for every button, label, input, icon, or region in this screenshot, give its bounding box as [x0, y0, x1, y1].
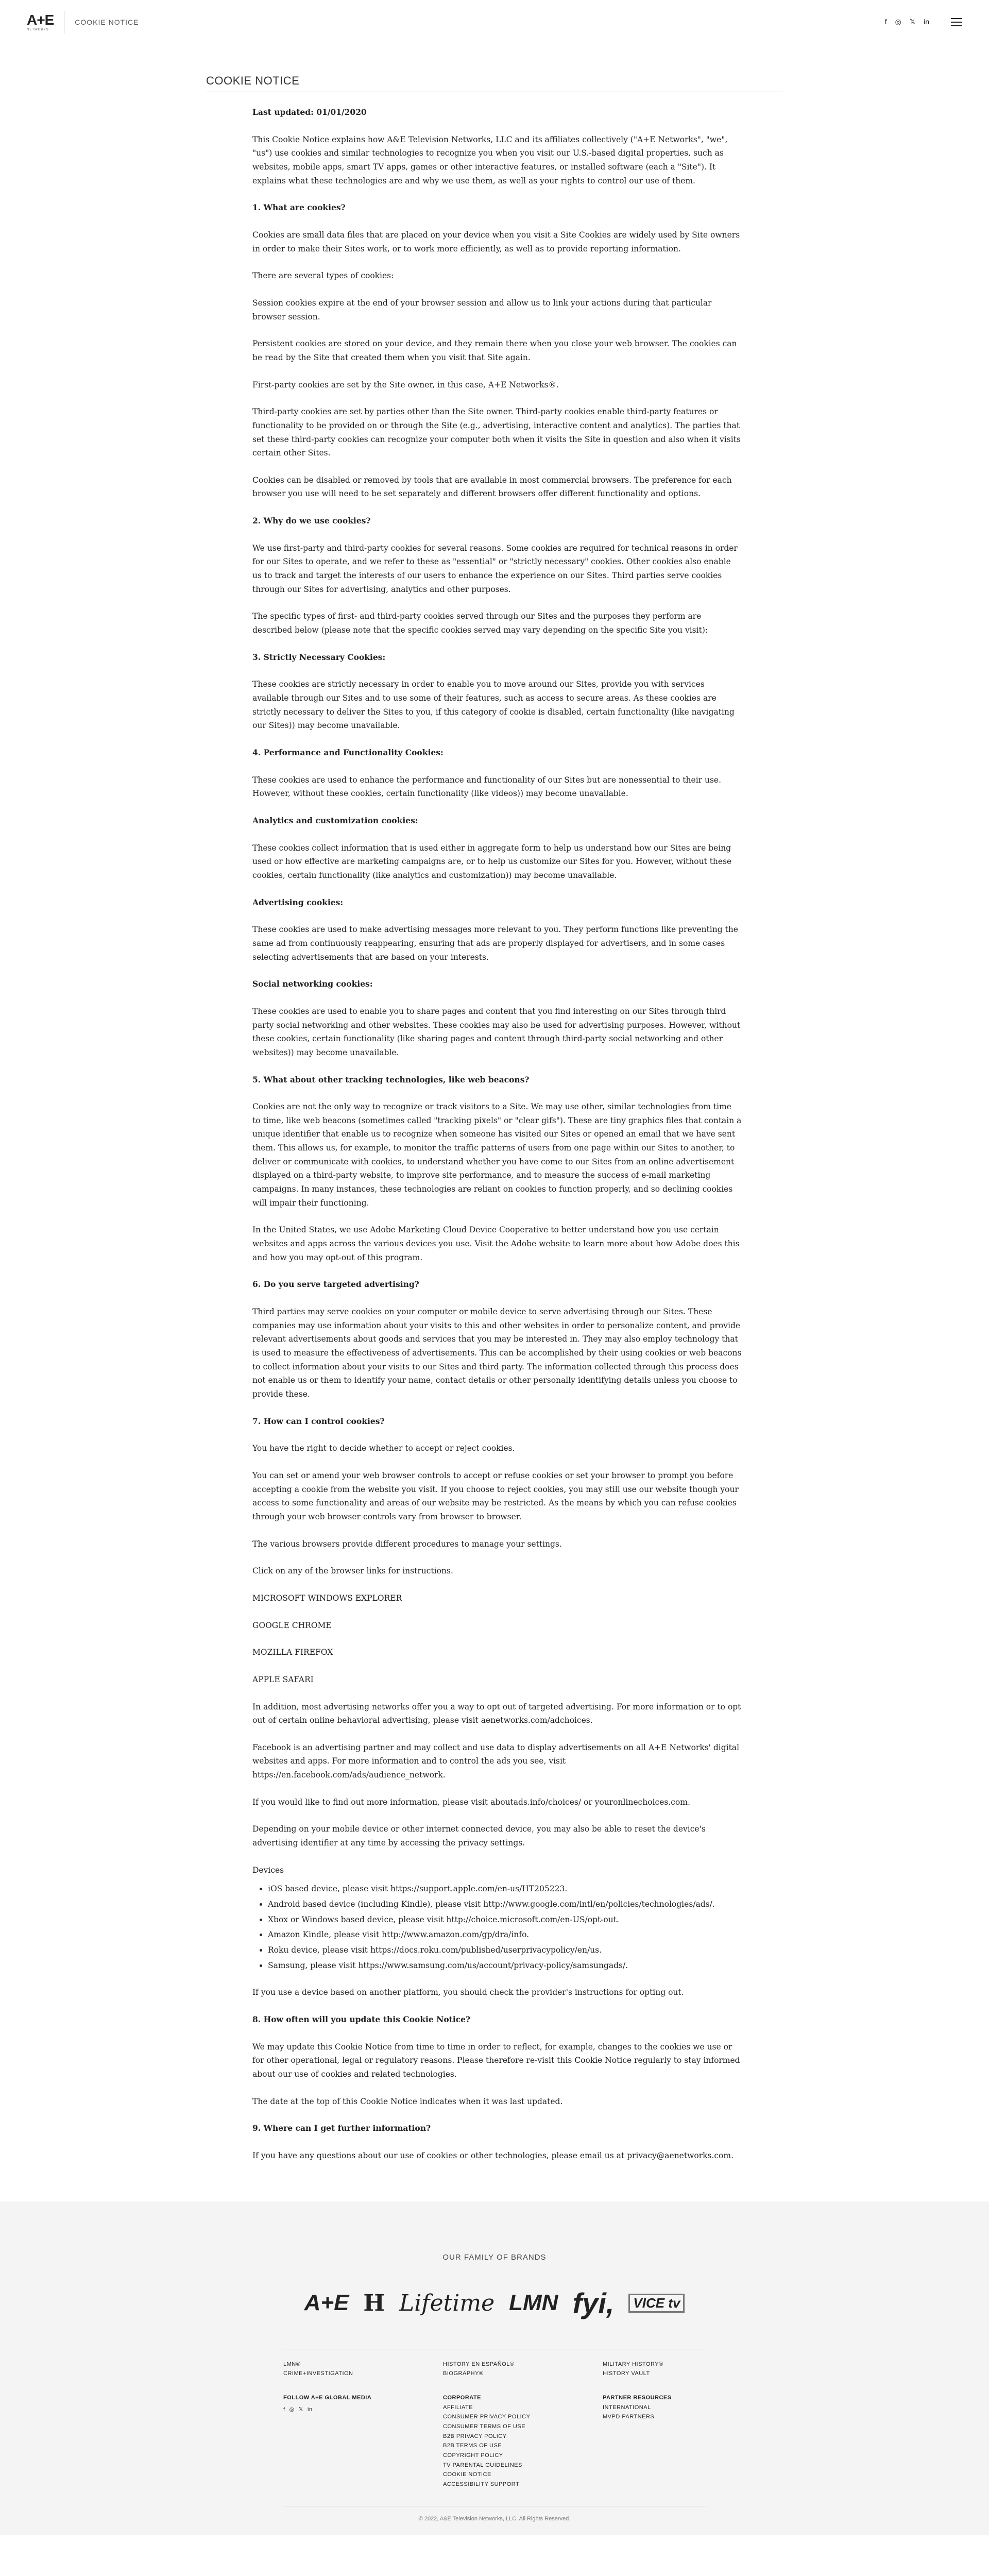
paragraph: These cookies are used to enable you to share pages and content that you find interesting on our Sites through third party social networking and other websites. These cookies may also be used for advertising purposes. However, without these cookies, certain functionality (like sharing pages and content through third-party social networking and other websites)) may become unavailable.	[252, 1006, 741, 1057]
brand-logo-vice[interactable]: VICE tv	[628, 2294, 685, 2313]
list-item: • iOS based device, please visit https://support.apple.com/en-us/HT205223.	[268, 1882, 742, 1896]
list-item: • Android based device (including Kindle), please visit http://www.google.com/intl/en/policies/technologies/ads/.	[268, 1897, 742, 1911]
footer-link[interactable]: B2B TERMS OF USE	[443, 2443, 502, 2449]
browser-link-safari[interactable]: APPLE SAFARI	[252, 1674, 314, 1684]
paragraph: Click on any of the browser links for instructions.	[252, 1566, 453, 1576]
device-link[interactable]: http://www.amazon.com/gp/dra/info	[382, 1930, 527, 1940]
section-heading: 1. What are cookies?	[252, 202, 346, 213]
list-item: • Samsung, please visit https://www.samsung.com/us/account/privacy-policy/samsungads/.	[268, 1959, 742, 1973]
brand-logos	[0, 2286, 989, 2320]
section-heading: 4. Performance and Functionality Cookies:	[252, 748, 444, 757]
privacy-email-link[interactable]: privacy@aenetworks.com	[627, 2150, 731, 2160]
facebook-icon[interactable]: f	[884, 18, 887, 26]
footer-link[interactable]: HISTORY EN ESPAÑOL®	[443, 2361, 515, 2367]
paragraph: These cookies are used to enhance the performance and functionality of our Sites but are nonessential to their use. However, without these cookies, certain functionality (like videos)) may become unavailable.	[252, 775, 722, 799]
logo-subtext: NETWORKS	[27, 28, 49, 31]
footer-link[interactable]: INTERNATIONAL	[603, 2404, 651, 2411]
page-title: COOKIE NOTICE	[206, 74, 783, 92]
x-icon[interactable]: 𝕏	[909, 18, 916, 26]
paragraph: If you would like to find out more information, please visit aboutads.info/choices/ or youronlinechoices.com.	[252, 1797, 690, 1807]
section-heading: Analytics and customization cookies:	[252, 815, 418, 825]
paragraph: These cookies collect information that is used either in aggregate form to help us understand how our Sites are being used or how effective are marketing campaigns are, or to help us customize our Sites for you. However, without these cookies, certain functionality (like analytics and customization)) may become unavailable.	[252, 843, 732, 880]
paragraph: In addition, most advertising networks offer you a way to opt out of targeted advertising. For more information or to opt out of certain online behavioral advertising, please visit aenetworks.com/adchoices.	[252, 1702, 741, 1725]
paragraph: Cookies are small data files that are placed on your device when you visit a Site Cookies are widely used by Site owners in order to make their Sites work, or to work more efficiently, as well as to provide reporting information.	[252, 230, 740, 253]
paragraph: These cookies are strictly necessary in order to enable you to move around our Sites, provide you with services available through our Sites and to use some of their features, such as access to secure areas. As these cookies are strictly necessary to deliver the Sites to you, if this category of cookie is disabled, certain functionality (like navigating our Sites)) may become unavailable.	[252, 680, 735, 731]
linkedin-icon[interactable]: in	[308, 2406, 313, 2413]
header-right	[885, 18, 962, 26]
site-header	[0, 0, 989, 44]
paragraph: The specific types of first- and third-party cookies served through our Sites and the purposes they perform are described below (please note that the specific cookies served may vary depending on the specific Site you visit):	[252, 612, 708, 635]
list-item: • Roku device, please visit https://docs.roku.com/published/userprivacypolicy/en/us.	[268, 1943, 742, 1957]
footer-link[interactable]: TV PARENTAL GUIDELINES	[443, 2462, 522, 2468]
section-heading: 7. How can I control cookies?	[252, 1416, 385, 1426]
instagram-icon[interactable]: ◎	[289, 2406, 295, 2413]
paragraph: If you use a device based on another platform, you should check the provider's instructions for opting out.	[252, 1988, 684, 1997]
device-link[interactable]: http://choice.microsoft.com/en-US/opt-out	[446, 1914, 617, 1924]
footer-links	[283, 2360, 706, 2489]
main-content	[206, 44, 783, 2163]
footer-link[interactable]: COPYRIGHT POLICY	[443, 2452, 503, 2459]
footer-link[interactable]: ACCESSIBILITY SUPPORT	[443, 2481, 520, 2488]
site-footer	[0, 2201, 989, 2535]
section-heading: 2. Why do we use cookies?	[252, 516, 371, 526]
x-icon[interactable]: 𝕏	[298, 2406, 304, 2413]
browser-link-chrome[interactable]: GOOGLE CHROME	[252, 1620, 332, 1630]
paragraph: The various browsers provide different procedures to manage your settings.	[252, 1539, 562, 1549]
paragraph: We use first-party and third-party cookies for several reasons. Some cookies are required for technical reasons in order for our Sites to operate, and we refer to these as "essential" or "strictly necessary" cookies. Other cookies also enable us to track and target the interests of our users to enhance the experience on our Sites. Third parties serve cookies through our Sites for advertising, analytics and other purposes.	[252, 543, 738, 594]
paragraph: Cookies can be disabled or removed by tools that are available in most commercial browsers. The preference for each browser you use will need to be set separately and different browsers offer different functionality and options.	[252, 475, 732, 499]
footer-link[interactable]: AFFILIATE	[443, 2404, 473, 2411]
footer-link[interactable]: CONSUMER TERMS OF USE	[443, 2424, 526, 2430]
site-logo[interactable]	[27, 13, 54, 31]
paragraph: These cookies are used to make advertising messages more relevant to you. They perform functions like preventing the same ad from continuously reappearing, ensuring that ads are properly displayed for advertisers, and in some cases selecting advertisements that are based on your interests.	[252, 925, 738, 962]
paragraph: Facebook is an advertising partner and may collect and use data to display advertisements on all A+E Networks' digital websites and apps. For more information and to control the ads you see, visit https://en.facebook.com/ads/audience_network.	[252, 1742, 740, 1780]
footer-link[interactable]: CRIME+INVESTIGATION	[283, 2370, 353, 2377]
brand-logo-ae[interactable]: A+E	[304, 2290, 349, 2316]
affiliates-link[interactable]: A&E Television Networks, LLC and its affiliates	[387, 134, 580, 144]
section-heading: 5. What about other tracking technologies, like web beacons?	[252, 1074, 530, 1084]
paragraph: In the United States, we use Adobe Marketing Cloud Device Cooperative to better understand how you use certain websites and apps across the various devices you use. Visit the Adobe website to learn more about how Adobe does this and how you may opt-out of this program.	[252, 1225, 740, 1262]
youronlinechoices-link[interactable]: youronlinechoices.com	[594, 1797, 688, 1807]
paragraph: First-party cookies are set by the Site owner, in this case, A+E Networks®.	[252, 380, 559, 389]
paragraph: The date at the top of this Cookie Notice indicates when it was last updated.	[252, 2096, 563, 2106]
instagram-icon[interactable]: ◎	[895, 18, 901, 26]
section-heading: 9. Where can I get further information?	[252, 2123, 431, 2133]
paragraph: Session cookies expire at the end of your browser session and allow us to link your actions during that particular browser session.	[252, 298, 712, 321]
facebook-ads-link[interactable]: https://en.facebook.com/ads/audience_network	[252, 1770, 443, 1780]
linkedin-icon[interactable]: in	[924, 18, 929, 26]
last-updated: Last updated: 01/01/2020	[252, 107, 367, 117]
paragraph: Cookies are not the only way to recognize or track visitors to a Site. We may use other, similar technologies from time to time, like web beacons (sometimes called "tracking pixels" or "clear gifs"). These are tiny graphics files that contain a unique identifier that enable us to recognize when someone has visited our Sites or opened an email that we have sent them. This allows us, for example, to monitor the traffic patterns of users from one page within our Sites to another, to deliver or communicate with cookies, to understand whether you have come to our Sites from an online advertisement displayed on a third-party website, to improve site performance, and to measure the success of e-mail marketing campaigns. In many instances, these technologies are reliant on cookies to function properly, and so declining cookies will impair their functioning.	[252, 1102, 742, 1208]
section-name: COOKIE NOTICE	[75, 18, 139, 26]
paragraph: Persistent cookies are stored on your device, and they remain there when you close your web browser. The cookies can be read by the Site that created them when you visit that Site again.	[252, 339, 737, 362]
paragraph: We may update this Cookie Notice from time to time in order to reflect, for example, changes to the cookies we use or for other operational, legal or regulatory reasons. Please therefore re-visit this Cookie Notice regularly to stay informed about our use of cookies and related technologies.	[252, 2042, 740, 2079]
paragraph: Third parties may serve cookies on your computer or mobile device to serve advertising through our Sites. These companies may use information about your visits to this and other websites in order to personalize content, and provide relevant advertisements about goods and services that you may be interested in. They may also employ technology that is used to measure the effectiveness of advertisements. This can be accomplished by their using cookies or web beacons to collect information about your visits to our Sites and third party. The information collected through this process does not enable us or them to identify your name, contact details or other personally identifying details unless you choose to provide these.	[252, 1307, 742, 1399]
browser-link-firefox[interactable]: MOZILLA FIREFOX	[252, 1648, 333, 1657]
intro-paragraph: This Cookie Notice explains how A&E Television Networks, LLC and its affiliates collectively ("A+E Networks", "we", "us") use cookies and similar technologies to recognize you when you visit our U.S.-based digital properties, such as websites, mobile apps, smart TV apps, games or other interactive features, or installed software (each a "Site"). It explains what these technologies are and why we use them, as well as your rights to control our use of them.	[252, 134, 728, 185]
device-link[interactable]: https://support.apple.com/en-us/HT205223	[390, 1884, 565, 1894]
corporate-title: CORPORATE	[443, 2394, 481, 2401]
footer-link[interactable]: CONSUMER PRIVACY POLICY	[443, 2414, 531, 2420]
header-social	[885, 18, 929, 26]
section-heading: 6. Do you serve targeted advertising?	[252, 1279, 419, 1290]
copyright: © 2022, A&E Television Networks, LLC. All Rights Reserved.	[283, 2506, 706, 2522]
section-heading: 8. How often will you update this Cookie Notice?	[252, 2014, 471, 2024]
family-title: OUR FAMILY OF BRANDS	[442, 2252, 547, 2262]
footer-link[interactable]: LMN®	[283, 2361, 301, 2367]
brand-logo-lifetime[interactable]: Lifetime	[399, 2290, 495, 2316]
device-link[interactable]: http://www.google.com/intl/en/policies/technologies/ads/	[483, 1900, 712, 1909]
section-heading: 3. Strictly Necessary Cookies:	[252, 652, 386, 662]
partner-title: PARTNER RESOURCES	[603, 2394, 672, 2401]
devices-list	[268, 1882, 742, 1972]
aboutads-link[interactable]: aboutads.info/choices/	[490, 1797, 582, 1807]
paragraph: You can set or amend your web browser controls to accept or refuse cookies or set your browser to prompt you before accepting a cookie from the website you visit. If you choose to reject cookies, you may still use our website though your access to some functionality and areas of our website may be restricted. As the means by which you can refuse cookies through your web browser controls vary from browser to browser.	[252, 1470, 739, 1521]
paragraph: If you have any questions about our use of cookies or other technologies, please email us at privacy@aenetworks.com.	[252, 2150, 734, 2160]
list-item: • Amazon Kindle, please visit http://www.amazon.com/gp/dra/info.	[268, 1928, 742, 1942]
device-link[interactable]: https://docs.roku.com/published/userprivacypolicy/en/us	[370, 1945, 600, 1955]
paragraph: There are several types of cookies:	[252, 271, 394, 281]
section-heading: Social networking cookies:	[252, 979, 373, 989]
menu-icon[interactable]	[951, 18, 962, 26]
footer-link[interactable]: HISTORY VAULT	[603, 2370, 650, 2377]
adobe-opt-out-link[interactable]: opt-out of this program	[326, 1252, 420, 1262]
footer-social	[283, 2405, 443, 2415]
footer-link[interactable]: COOKIE NOTICE	[443, 2471, 491, 2478]
devices-label: Devices	[252, 1865, 284, 1875]
paragraph: Third-party cookies are set by parties other than the Site owner. Third-party cookies enable third-party features or functionality to be provided on or through the Site (e.g., advertising, interactive content and analytics). The parties that set these third-party cookies can recognize your computer both when it visits the Site in question and also when it visits certain other Sites.	[252, 407, 741, 458]
list-item: • Xbox or Windows based device, please visit http://choice.microsoft.com/en-US/opt-out.	[268, 1913, 742, 1927]
footer-link[interactable]: B2B PRIVACY POLICY	[443, 2433, 507, 2439]
footer-link[interactable]: MVPD PARTNERS	[603, 2414, 655, 2420]
brand-logo-lmn[interactable]: LMN	[509, 2290, 558, 2316]
notice-body	[206, 106, 783, 2163]
browser-link-explorer[interactable]: MICROSOFT WINDOWS EXPLORER	[252, 1593, 402, 1603]
brand-logo-history[interactable]: H	[363, 2290, 385, 2316]
facebook-icon[interactable]: f	[283, 2406, 285, 2413]
paragraph: Depending on your mobile device or other internet connected device, you may also be able to reset the device's advertising identifier at any time by accessing the privacy settings.	[252, 1824, 706, 1848]
section-heading: Advertising cookies:	[252, 897, 344, 907]
footer-link[interactable]: BIOGRAPHY®	[443, 2370, 484, 2377]
paragraph: You have the right to decide whether to accept or reject cookies.	[252, 1444, 515, 1453]
brand-logo-fyi[interactable]: fyi,	[572, 2286, 615, 2319]
device-link[interactable]: https://www.samsung.com/us/account/privacy-policy/samsungads/	[358, 1960, 626, 1970]
adchoices-link[interactable]: aenetworks.com/adchoices	[481, 1716, 590, 1725]
footer-link[interactable]: MILITARY HISTORY®	[603, 2361, 663, 2367]
follow-title: FOLLOW A+E GLOBAL MEDIA	[283, 2394, 372, 2401]
adobe-website-link[interactable]: website	[539, 1239, 570, 1249]
logo-text: A+E	[27, 11, 54, 28]
